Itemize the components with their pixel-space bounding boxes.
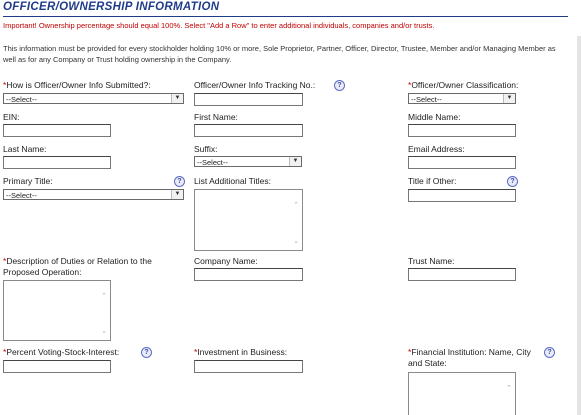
company-name-input[interactable] [194,268,303,281]
scroll-up-icon: ⌃ [101,293,107,300]
chevron-down-icon: ▼ [171,94,183,103]
duties-textarea[interactable] [3,280,111,341]
scroll-up-icon: ⌃ [293,202,299,209]
middle-name-label: Middle Name: [408,112,461,122]
scroll-down-icon: ⌄ [293,238,299,245]
email-input[interactable] [408,156,516,169]
suffix-select[interactable]: --Select-- ▼ [194,156,302,167]
financial-institution-textarea[interactable] [408,372,516,415]
additional-titles-textarea[interactable] [194,189,303,251]
trust-name-label: Trust Name: [408,256,455,266]
voting-stock-input[interactable] [3,360,111,373]
scrollbar[interactable] [577,36,581,415]
email-label: Email Address: [408,144,465,154]
last-name-label: Last Name: [3,144,47,154]
trust-name-input[interactable] [408,268,516,281]
financial-institution-label: *Financial Institution: Name, City and State: [408,347,531,368]
voting-stock-label: *Percent Voting-Stock-Interest: [3,347,120,357]
chevron-down-icon: ▼ [289,157,301,166]
scroll-up-icon: ⌃ [506,385,512,392]
investment-input[interactable] [194,360,303,373]
help-icon[interactable]: ? [544,347,555,358]
help-icon[interactable]: ? [507,176,518,187]
classification-select[interactable]: --Select-- ▼ [408,93,516,104]
chevron-down-icon: ▼ [503,94,515,103]
help-icon[interactable]: ? [141,347,152,358]
info-text: This information must be provided for every stockholder holding 10% or more, Sole Proprietor, Partner, Officer, Director, Trustee, Member and/or Managing Member as well as for any Company or Trust holding ownership in the Company. [3,44,556,64]
primary-title-label: Primary Title: [3,176,53,186]
how-submitted-select[interactable]: --Select-- ▼ [3,93,184,104]
title-other-input[interactable] [408,189,516,202]
suffix-label: Suffix: [194,144,218,154]
help-icon[interactable]: ? [174,176,185,187]
title-other-label: Title if Other: [408,176,457,186]
duties-label: *Description of Duties or Relation to the Proposed Operation: [3,256,152,277]
section-title: OFFICER/OWNERSHIP INFORMATION [3,1,568,17]
investment-label: *Investment in Business: [194,347,288,357]
how-submitted-label: *How is Officer/Owner Info Submitted?: [3,80,151,90]
tracking-no-label: Officer/Owner Info Tracking No.: [194,80,316,90]
help-icon[interactable]: ? [334,80,345,91]
middle-name-input[interactable] [408,124,516,137]
last-name-input[interactable] [3,156,111,169]
company-name-label: Company Name: [194,256,258,266]
scroll-down-icon: ⌄ [101,328,107,335]
important-note: Important! Ownership percentage should equal 100%. Select "Add a Row" to enter additional individuals, companies and/or trusts. [3,21,435,30]
classification-label: *Officer/Owner Classification: [408,80,519,90]
ein-input[interactable] [3,124,111,137]
additional-titles-label: List Additional Titles: [194,176,272,186]
primary-title-select[interactable]: --Select-- ▼ [3,189,184,200]
ein-label: EIN: [3,112,20,122]
first-name-input[interactable] [194,124,303,137]
tracking-no-input[interactable] [194,93,303,106]
first-name-label: First Name: [194,112,238,122]
chevron-down-icon: ▼ [171,190,183,199]
